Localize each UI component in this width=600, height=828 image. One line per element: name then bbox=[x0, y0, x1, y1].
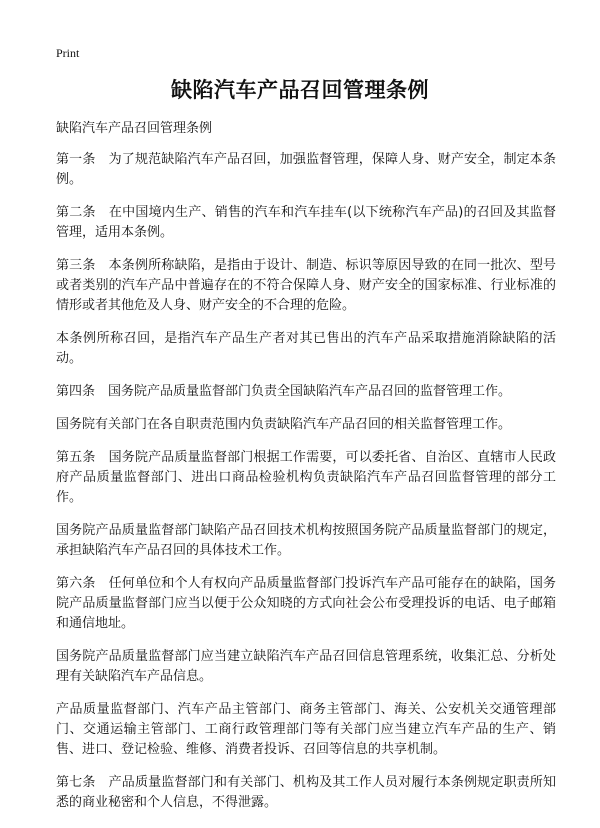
paragraph-information-sharing: 产品质量监督部门、汽车产品主管部门、商务主管部门、海关、公安机关交通管理部门、交通运输主管部门、工商行政管理部门等有关部门应当建立汽车产品的生产、销售、进口、登记检验、维修、消费者投诉、召回等信息的共享机制。 bbox=[56, 702, 556, 757]
paragraph-article-1: 第一条 为了规范缺陷汽车产品召回，加强监督管理，保障人身、财产安全，制定本条例。 bbox=[56, 152, 556, 187]
document-subtitle: 缺陷汽车产品召回管理条例 bbox=[56, 121, 213, 136]
paragraph-article-2: 第二条 在中国境内生产、销售的汽车和汽车挂车(以下统称汽车产品)的召回及其监督管理，适用本条例。 bbox=[56, 205, 556, 240]
paragraph-article-7: 第七条 产品质量监督部门和有关部门、机构及其工作人员对履行本条例规定职责所知悉的商业秘密和个人信息，不得泄露。 bbox=[56, 775, 556, 810]
paragraph-recall-definition: 本条例所称召回，是指汽车产品生产者对其已售出的汽车产品采取措施消除缺陷的活动。 bbox=[56, 331, 556, 366]
page-title: 缺陷汽车产品召回管理条例 bbox=[171, 78, 429, 102]
paragraph-information-system: 国务院产品质量监督部门应当建立缺陷汽车产品召回信息管理系统，收集汇总、分析处理有关缺陷汽车产品信息。 bbox=[56, 649, 556, 684]
paragraph-article-3: 第三条 本条例所称缺陷，是指由于设计、制造、标识等原因导致的在同一批次、型号或者类别的汽车产品中普遍存在的不符合保障人身、财产安全的国家标准、行业标准的情形或者其他危及人身、财产安全的不合理的危险。 bbox=[56, 258, 556, 313]
paragraph-related-departments: 国务院有关部门在各自职责范围内负责缺陷汽车产品召回的相关监督管理工作。 bbox=[56, 417, 512, 432]
print-link[interactable]: Print bbox=[56, 46, 80, 60]
paragraph-technical-agency: 国务院产品质量监督部门缺陷产品召回技术机构按照国务院产品质量监督部门的规定，承担缺陷汽车产品召回的具体技术工作。 bbox=[56, 523, 556, 558]
paragraph-article-5: 第五条 国务院产品质量监督部门根据工作需要，可以委托省、自治区、直辖市人民政府产品质量监督部门、进出口商品检验机构负责缺陷汽车产品召回监督管理的部分工作。 bbox=[56, 450, 556, 505]
paragraph-article-6: 第六条 任何单位和个人有权向产品质量监督部门投诉汽车产品可能存在的缺陷，国务院产品质量监督部门应当以便于公众知晓的方式向社会公布受理投诉的电话、电子邮箱和通信地址。 bbox=[56, 576, 556, 631]
document-body bbox=[56, 150, 556, 826]
paragraph-article-4: 第四条 国务院产品质量监督部门负责全国缺陷汽车产品召回的监督管理工作。 bbox=[56, 384, 512, 399]
